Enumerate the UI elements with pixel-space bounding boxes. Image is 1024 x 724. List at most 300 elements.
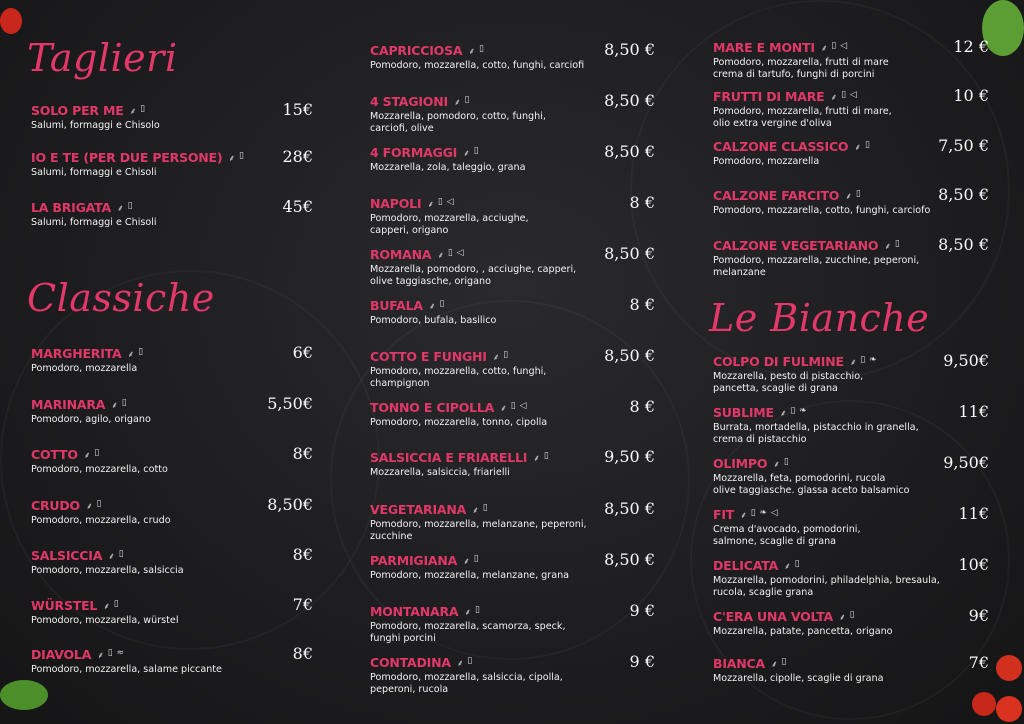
description-line: Mozzarella, cipolle, scaglie di grana (713, 673, 884, 684)
menu-item (31, 199, 157, 229)
menu-item (370, 297, 496, 327)
item-name: ROMANA (370, 246, 432, 262)
item-description (31, 120, 160, 132)
item-name: MARE E MONTI (713, 39, 815, 55)
description-line: Pomodoro, mozzarella, melanzane, grana (370, 570, 570, 581)
description-line: crema di pistacchio (713, 434, 807, 445)
allergen-icons (228, 151, 243, 164)
description-line: salmone, scaglie di grana (713, 536, 837, 547)
item-name-row (370, 552, 569, 568)
item-name: SOLO PER ME (31, 102, 124, 118)
item-name: IO E TE (PER DUE PERSONE) (31, 149, 223, 165)
bottle-icon: ▯ (503, 349, 509, 360)
item-name-row (370, 195, 529, 211)
item-price: 8,50 € (604, 499, 655, 518)
item-description (370, 366, 546, 390)
menu-item (31, 345, 143, 375)
item-name-row (713, 506, 861, 522)
bottle-icon: ▯ (855, 188, 861, 199)
item-name: CALZONE CLASSICO (713, 138, 849, 154)
bottle-icon: ▯ (113, 598, 119, 609)
description-line: Mozzarella, pomodoro, , acciughe, capperi, (370, 264, 577, 275)
wheat-icon: ⸙ (500, 403, 507, 414)
item-name-row (31, 547, 184, 563)
bottle-icon: ▯ (781, 656, 787, 667)
item-name-row (31, 199, 157, 215)
item-price: 6€ (292, 343, 313, 362)
allergen-icons (454, 95, 469, 108)
item-name-row (31, 497, 171, 513)
wheat-icon: ⸙ (845, 191, 852, 202)
item-price: 9€ (968, 606, 989, 625)
bottle-icon: ▯ (96, 498, 102, 509)
item-description (713, 57, 889, 81)
menu-item (713, 39, 889, 81)
menu-item (31, 646, 222, 676)
menu-item (713, 138, 870, 168)
item-description (31, 615, 179, 627)
menu-item (713, 187, 930, 217)
item-name-row (713, 655, 883, 671)
item-name: COTTO (31, 446, 78, 462)
description-line: Pomodoro, mozzarella, frutti di mare, (713, 106, 892, 117)
description-line: Pomodoro, mozzarella, acciughe, (370, 213, 529, 224)
item-name-row (713, 608, 893, 624)
tomato-decoration (0, 8, 22, 34)
item-name-row (713, 404, 919, 420)
bottle-icon: ▯ (794, 558, 800, 569)
bottle-icon: ▯ (121, 397, 127, 408)
item-name-row (713, 557, 940, 573)
menu-item (713, 655, 883, 685)
fish-icon: ◁ (446, 196, 454, 207)
item-description (713, 106, 892, 130)
bottle-icon: ▯ (831, 40, 837, 51)
allergen-icons (130, 104, 145, 117)
item-name-row (31, 149, 244, 165)
fish-icon: ◁ (770, 507, 778, 518)
allergen-icons (468, 44, 483, 57)
description-line: Mozzarella, pomodoro, cotto, funghi, (370, 111, 546, 122)
menu-item (713, 404, 919, 446)
wheat-icon: ⸙ (830, 92, 838, 103)
menu-item (31, 597, 179, 627)
item-price: 7,50 € (938, 136, 989, 155)
item-name-row (31, 102, 160, 118)
item-name: CRUDO (31, 497, 80, 513)
allergen-icons (850, 355, 877, 368)
wheat-icon: ⸙ (228, 153, 235, 164)
allergen-icons (472, 503, 487, 516)
description-line: crema di tartufo, funghi di porcini (713, 69, 875, 80)
wheat-icon: ⸙ (129, 106, 137, 117)
item-name-row (31, 345, 143, 361)
bottle-icon: ▯ (849, 609, 855, 620)
allergen-icons (463, 554, 478, 567)
item-name-row (713, 187, 930, 203)
description-line: Pomodoro, mozzarella, crudo (31, 515, 171, 526)
item-description (370, 672, 563, 696)
allergen-icons (427, 197, 453, 210)
menu-item (713, 455, 910, 497)
item-description (713, 524, 861, 548)
item-price: 8,50 € (604, 142, 655, 161)
wheat-icon: ⸙ (85, 501, 93, 512)
description-line: pancetta, scaglie di grana (713, 383, 838, 394)
description-line: Pomodoro, mozzarella, würstel (31, 615, 179, 626)
item-name-row (370, 348, 546, 364)
description-line: Crema d'avocado, pomodorini, (713, 524, 861, 535)
item-name-row (713, 353, 877, 369)
menu-item (713, 557, 940, 599)
item-description (370, 315, 496, 327)
bottle-icon: ▯ (510, 400, 516, 411)
bottle-icon: ▯ (478, 43, 484, 54)
allergen-icons (457, 656, 472, 669)
description-line: Pomodoro, mozzarella, tonno, cipolla (370, 417, 548, 428)
allergen-icons (429, 299, 444, 312)
wheat-icon: ⸙ (127, 349, 135, 360)
menu-item (370, 449, 549, 479)
description-line: champignon (370, 378, 430, 389)
menu-item (31, 102, 160, 132)
wheat-icon: ⸙ (770, 659, 778, 670)
item-description (713, 156, 870, 168)
item-name: MARINARA (31, 396, 106, 412)
item-name: DELICATA (713, 557, 779, 573)
description-line: Pomodoro, mozzarella, cotto, funghi, (370, 366, 547, 377)
bottle-icon: ▯ (437, 196, 443, 207)
wheat-icon: ⸙ (117, 203, 124, 214)
description-line: Pomodoro, mozzarella, scamorza, speck, (370, 621, 566, 632)
description-line: Pomodoro, mozzarella, frutti di mare (713, 57, 889, 68)
item-price: 8,50€ (267, 495, 313, 514)
item-name: CAPRICCIOSA (370, 42, 463, 58)
item-price: 8,50 € (604, 91, 655, 110)
wheat-icon: ⸙ (820, 43, 828, 54)
item-price: 8,50 € (604, 40, 655, 59)
item-price: 15€ (282, 100, 313, 119)
nut-icon: ❧ (799, 405, 807, 416)
item-price: 9 € (629, 601, 655, 620)
description-line: Mozzarella, salsiccia, friarielli (370, 467, 510, 478)
item-name: CALZONE FARCITO (713, 187, 840, 203)
bottle-icon: ▯ (790, 405, 796, 416)
item-name: OLIMPO (713, 455, 768, 471)
item-name-row (370, 246, 576, 262)
allergen-icons (780, 406, 807, 419)
wheat-icon: ⸙ (884, 241, 891, 252)
menu-item (31, 497, 171, 527)
description-line: Mozzarella, pomodorini, philadelphia, bresaula, (713, 575, 940, 586)
bottle-icon: ▯ (107, 647, 113, 658)
menu-item (31, 396, 151, 426)
item-name-row (370, 449, 549, 465)
description-line: Salumi, formaggi e Chisoli (31, 167, 157, 178)
description-line: carciofi, olive (370, 123, 434, 134)
description-line: melanzane (713, 267, 766, 278)
item-price: 28€ (282, 147, 313, 166)
wheat-icon: ⸙ (456, 658, 464, 669)
item-description (713, 473, 910, 497)
wheat-icon: ⸙ (784, 561, 791, 572)
item-price: 9,50€ (943, 351, 989, 370)
item-description (370, 467, 549, 479)
menu-item (713, 237, 919, 279)
bottle-icon: ▯ (238, 150, 244, 161)
bottle-icon: ▯ (127, 200, 133, 211)
item-name: COLPO DI FULMINE (713, 353, 844, 369)
bottle-icon: ▯ (841, 89, 846, 100)
item-price: 8 € (629, 295, 655, 314)
description-line: Salumi, formaggi e Chisolo (31, 120, 160, 131)
section-title: Le Bianche (709, 296, 930, 340)
tomato-decoration (996, 696, 1022, 722)
item-price: 7€ (968, 653, 989, 672)
menu-item (713, 88, 892, 130)
item-price: 8 € (629, 193, 655, 212)
allergen-icons (854, 140, 869, 153)
item-description (370, 417, 547, 429)
fish-icon: ◁ (849, 89, 857, 100)
allergen-icons (784, 559, 799, 572)
wheat-icon: ⸙ (472, 505, 479, 516)
item-name: BUFALA (370, 297, 423, 313)
wheat-icon: ⸙ (854, 142, 861, 153)
description-line: Pomodoro, mozzarella (713, 156, 820, 167)
item-description (713, 673, 883, 685)
bottle-icon: ▯ (864, 139, 870, 150)
allergen-icons (773, 457, 788, 470)
item-description (31, 167, 244, 179)
item-name: PARMIGIANA (370, 552, 458, 568)
basil-decoration (0, 680, 48, 710)
section-title: Taglieri (27, 36, 178, 80)
description-line: funghi porcini (370, 633, 436, 644)
description-line: olive taggiasche. glassa aceto balsamico (713, 485, 910, 496)
item-name: BIANCA (713, 655, 765, 671)
menu-item (713, 353, 877, 395)
wheat-icon: ⸙ (103, 601, 110, 612)
description-line: Pomodoro, bufala, basilico (370, 315, 497, 326)
allergen-icons (821, 41, 847, 54)
bottle-icon: ▯ (894, 238, 900, 249)
menu-item (370, 654, 563, 696)
wheat-icon: ⸙ (464, 607, 471, 618)
item-name-row (370, 93, 546, 109)
item-name: CONTADINA (370, 654, 451, 670)
allergen-icons (86, 499, 101, 512)
item-price: 8,50 € (604, 346, 655, 365)
item-price: 8 € (629, 397, 655, 416)
item-name-row (31, 446, 168, 462)
menu-item (370, 552, 569, 582)
item-name: TONNO E CIPOLLA (370, 399, 495, 415)
item-price: 9 € (629, 652, 655, 671)
description-line: Salumi, formaggi e Chisoli (31, 217, 157, 228)
wheat-icon: ⸙ (839, 612, 846, 623)
bottle-icon: ▯ (467, 655, 473, 666)
bottle-icon: ▯ (860, 354, 866, 365)
item-description (31, 414, 151, 426)
item-description (713, 575, 940, 599)
wheat-icon: ⸙ (97, 650, 104, 661)
menu-item (370, 348, 546, 390)
allergen-icons (845, 189, 860, 202)
item-name: LA BRIGATA (31, 199, 111, 215)
bottle-icon: ▯ (138, 346, 143, 357)
wheat-icon: ⸙ (463, 148, 470, 159)
description-line: Pomodoro, mozzarella, salsiccia (31, 565, 184, 576)
nut-icon: ❧ (759, 507, 767, 518)
allergen-icons (464, 605, 479, 618)
item-description (370, 570, 569, 582)
allergen-icons (111, 398, 126, 411)
item-name-row (31, 646, 222, 662)
bottle-icon: ▯ (118, 548, 124, 559)
description-line: Mozzarella, feta, pomodorini, rucola (713, 473, 886, 484)
allergen-icons (108, 549, 123, 562)
tomato-decoration (972, 692, 996, 716)
wheat-icon: ⸙ (463, 556, 470, 567)
wheat-icon: ⸙ (468, 46, 475, 57)
tomato-decoration (996, 655, 1022, 681)
item-price: 8,50 € (604, 550, 655, 569)
item-price: 8,50 € (938, 185, 989, 204)
item-name: CALZONE VEGETARIANO (713, 237, 879, 253)
item-name-row (713, 138, 870, 154)
item-description (31, 464, 168, 476)
wheat-icon: ⸙ (437, 250, 444, 261)
menu-item (370, 603, 566, 645)
item-name: COTTO E FUNGHI (370, 348, 487, 364)
description-line: Mozzarella, zola, taleggio, grana (370, 162, 526, 173)
item-name: FRUTTI DI MARE (713, 88, 825, 104)
item-description (713, 422, 919, 446)
item-description (713, 205, 930, 217)
chili-icon: ≈ (116, 647, 124, 658)
bottle-icon: ▯ (474, 604, 480, 615)
item-description (31, 664, 222, 676)
item-name-row (370, 42, 584, 58)
wheat-icon: ⸙ (773, 459, 780, 470)
description-line: olio extra vergine d'oliva (713, 118, 832, 129)
item-description (31, 217, 157, 229)
fish-icon: ◁ (456, 247, 464, 258)
menu-item (370, 42, 584, 72)
bottle-icon: ▯ (750, 507, 756, 518)
item-price: 11€ (958, 402, 989, 421)
item-description (31, 515, 171, 527)
wheat-icon: ⸙ (427, 199, 434, 210)
bottle-icon: ▯ (94, 447, 100, 458)
item-name-row (713, 455, 910, 471)
item-name: NAPOLI (370, 195, 422, 211)
item-name-row (31, 597, 179, 613)
allergen-icons (97, 648, 124, 661)
item-name: SALSICCIA E FRIARELLI (370, 449, 528, 465)
description-line: Pomodoro, mozzarella, cotto (31, 464, 168, 475)
item-name-row (370, 144, 526, 160)
wheat-icon: ⸙ (428, 301, 436, 312)
item-description (713, 255, 919, 279)
item-description (31, 363, 143, 375)
fish-icon: ◁ (840, 40, 847, 51)
item-price: 7€ (292, 595, 313, 614)
nut-icon: ❧ (869, 354, 877, 365)
allergen-icons (128, 347, 143, 360)
item-name: DIAVOLA (31, 646, 92, 662)
item-name: FIT (713, 506, 735, 522)
bottle-icon: ▯ (783, 456, 789, 467)
bottle-icon: ▯ (140, 103, 145, 114)
item-price: 9,50€ (943, 453, 989, 472)
description-line: Pomodoro, mozzarella, zucchine, peperoni, (713, 255, 920, 266)
description-line: Pomodoro, mozzarella, cotto, funghi, carciofi (370, 60, 585, 71)
item-description (370, 264, 576, 288)
item-price: 10 € (953, 86, 989, 105)
description-line: peperoni, rucola (370, 684, 449, 695)
allergen-icons (117, 201, 132, 214)
description-line: Pomodoro, mozzarella, cotto, funghi, carciofo (713, 205, 931, 216)
allergen-icons (839, 610, 854, 623)
item-price: 10€ (958, 555, 989, 574)
menu-item (370, 501, 587, 543)
wheat-icon: ⸙ (83, 450, 91, 461)
item-name-row (370, 297, 496, 313)
item-price: 8,50 € (938, 235, 989, 254)
item-name-row (31, 396, 151, 412)
item-description (370, 60, 584, 72)
wheat-icon: ⸙ (849, 357, 857, 368)
menu-item (370, 246, 576, 288)
item-description (370, 519, 587, 543)
allergen-icons (463, 146, 478, 159)
menu-item (370, 399, 547, 429)
item-description (370, 162, 526, 174)
item-price: 8€ (292, 444, 313, 463)
item-name: VEGETARIANA (370, 501, 467, 517)
item-name: 4 FORMAGGI (370, 144, 458, 160)
description-line: Pomodoro, mozzarella, melanzane, peperoni, (370, 519, 587, 530)
wheat-icon: ⸙ (111, 400, 118, 411)
allergen-icons (831, 90, 857, 103)
wheat-icon: ⸙ (492, 352, 500, 363)
item-name-row (713, 88, 892, 104)
fish-icon: ◁ (519, 400, 527, 411)
description-line: Pomodoro, mozzarella (31, 363, 138, 374)
menu-item (713, 506, 861, 548)
item-name: MONTANARA (370, 603, 459, 619)
item-name-row (370, 399, 547, 415)
allergen-icons (884, 239, 899, 252)
item-name: SUBLIME (713, 404, 774, 420)
bottle-icon: ▯ (439, 298, 445, 309)
allergen-icons (740, 508, 777, 521)
item-price: 9,50 € (604, 447, 655, 466)
item-name-row (370, 501, 587, 517)
bottle-icon: ▯ (473, 145, 479, 156)
description-line: capperi, origano (370, 225, 449, 236)
item-price: 5,50€ (267, 394, 313, 413)
description-line: olive taggiasche, origano (370, 276, 491, 287)
allergen-icons (437, 248, 463, 261)
item-description (713, 371, 877, 395)
description-line: rucola, scaglie grana (713, 587, 814, 598)
item-name-row (370, 654, 563, 670)
bottle-icon: ▯ (464, 94, 470, 105)
item-name: C'ERA UNA VOLTA (713, 608, 834, 624)
